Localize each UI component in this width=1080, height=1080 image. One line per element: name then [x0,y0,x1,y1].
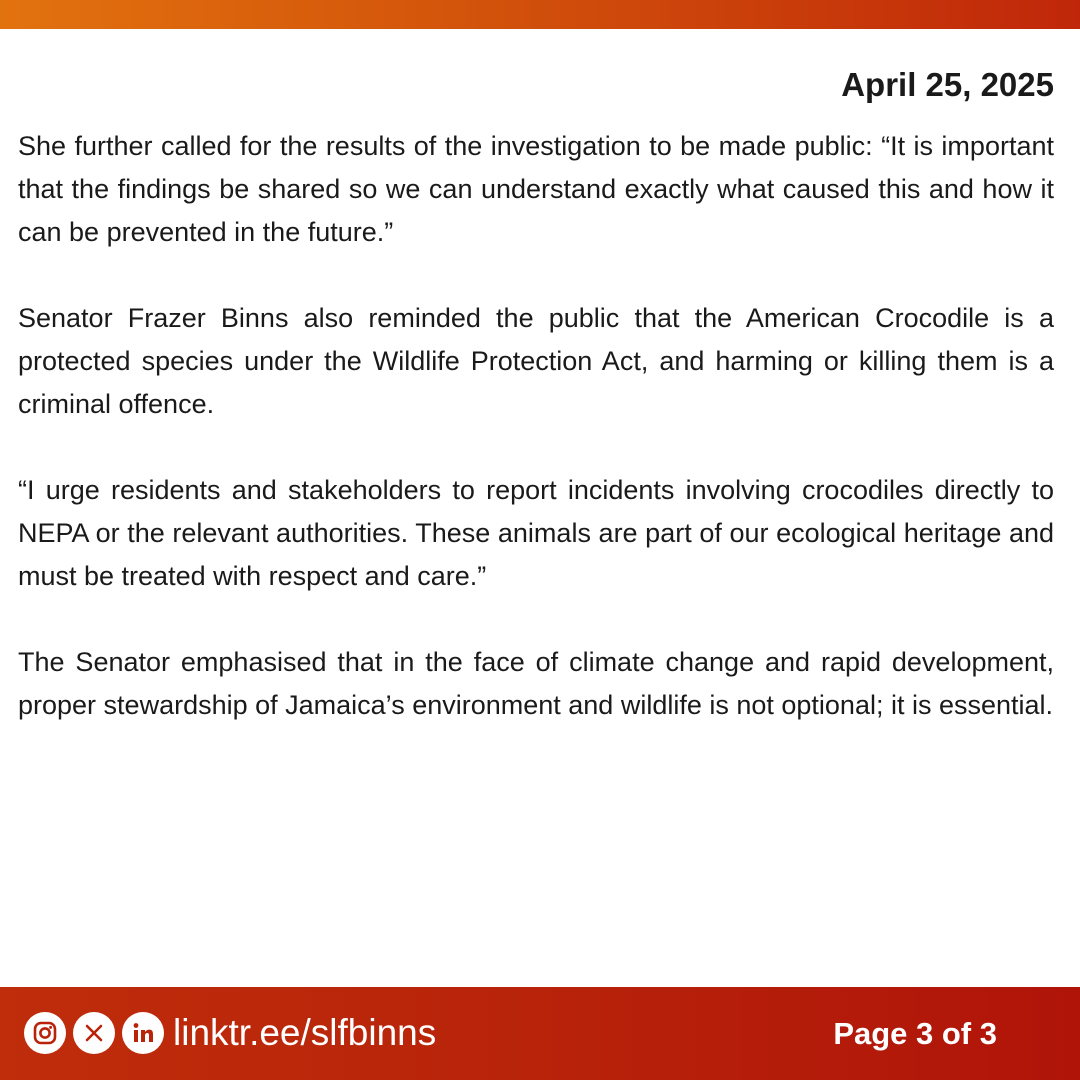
instagram-icon[interactable] [24,1012,66,1054]
x-icon[interactable] [73,1012,115,1054]
social-links [24,1010,436,1056]
article-body [18,125,1054,770]
linktree-link[interactable]: linktr.ee/slfbinns [173,1012,437,1053]
top-accent-bar [0,0,1080,29]
footer-bar [0,987,1080,1080]
paragraph-1: She further called for the results of the investigation to be made public: “It is important that the findings be shared so we can understand exactly what caused this and how it can be prevented in the future.” [18,131,1054,247]
page-indicator: Page 3 of 3 [833,1016,997,1051]
linkedin-icon[interactable] [122,1012,164,1054]
date-label: April 25, 2025 [841,66,1054,103]
paragraph-4: The Senator emphasised that in the face of climate change and rapid development, proper stewardship of Jamaica’s environment and wildlife is not optional; it is essential. [18,647,1054,720]
paragraph-3: “I urge residents and stakeholders to report incidents involving crocodiles directly to NEPA or the relevant authorities. These animals are part of our ecological heritage and must be treated with respect and care.” [18,475,1054,591]
paragraph-2: Senator Frazer Binns also reminded the public that the American Crocodile is a protected species under the Wildlife Protection Act, and harming or killing them is a criminal offence. [18,303,1054,419]
